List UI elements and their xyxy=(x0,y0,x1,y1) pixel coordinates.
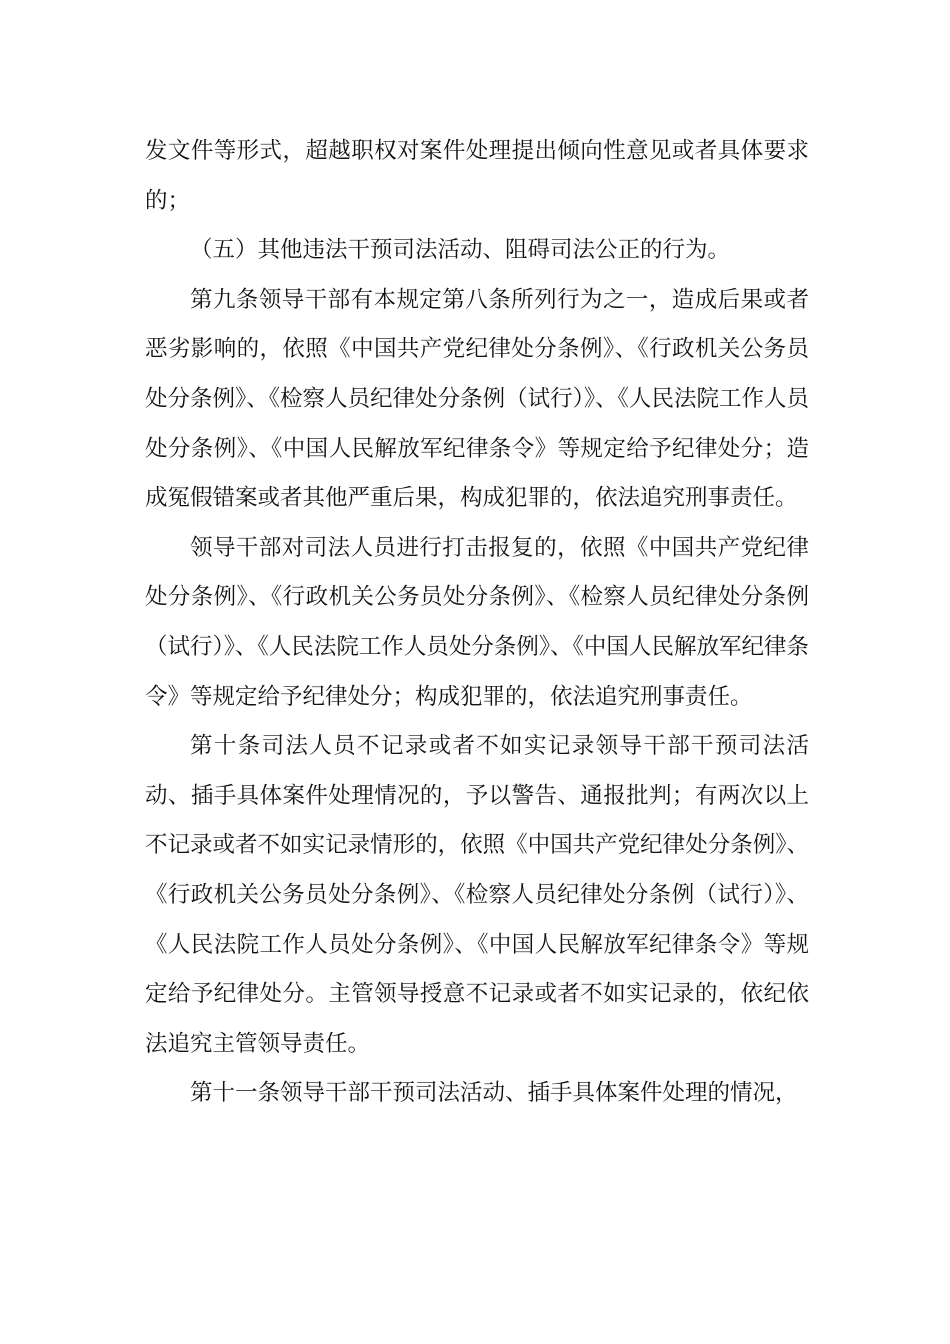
paragraph-item-five: （五）其他违法干预司法活动、阻碍司法公正的行为。 xyxy=(190,237,731,264)
paragraph-article-ten: 第十条司法人员不记录或者不如实记录领导干部干预司法活动、插手具体案件处理情况的，予以警告、通报批判；有两次以上不记录或者不如实记录情形的，依照《中国共产党纪律处分条例》、《行政机关公务员处分条例》、《检察人员纪律处分条例（试行）》、《人民法院工作人员处分条例》、《中国人民解放军纪律条令》等规定给予纪律处分。主管领导授意不记录或者不如实记录的，依纪依法追究主管领导责任。 xyxy=(145,733,809,1057)
document-body xyxy=(145,127,809,1119)
paragraph-continuation: 发文件等形式，超越职权对案件处理提出倾向性意见或者具体要求的； xyxy=(145,138,809,214)
paragraph-article-nine: 第九条领导干部有本规定第八条所列行为之一，造成后果或者恶劣影响的，依照《中国共产党纪律处分条例》、《行政机关公务员处分条例》、《检察人员纪律处分条例（试行）》、《人民法院工作人员处分条例》、《中国人民解放军纪律条令》等规定给予纪律处分；造成冤假错案或者其他严重后果，构成犯罪的，依法追究刑事责任。 xyxy=(145,286,809,512)
paragraph-article-eleven: 第十一条领导干部干预司法活动、插手具体案件处理的情况， xyxy=(190,1080,798,1107)
paragraph-retaliation-clause: 领导干部对司法人员进行打击报复的，依照《中国共产党纪律处分条例》、《行政机关公务员处分条例》、《检察人员纪律处分条例（试行）》、《人民法院工作人员处分条例》、《中国人民解放军纪律条令》等规定给予纪律处分；构成犯罪的，依法追究刑事责任。 xyxy=(145,534,809,710)
